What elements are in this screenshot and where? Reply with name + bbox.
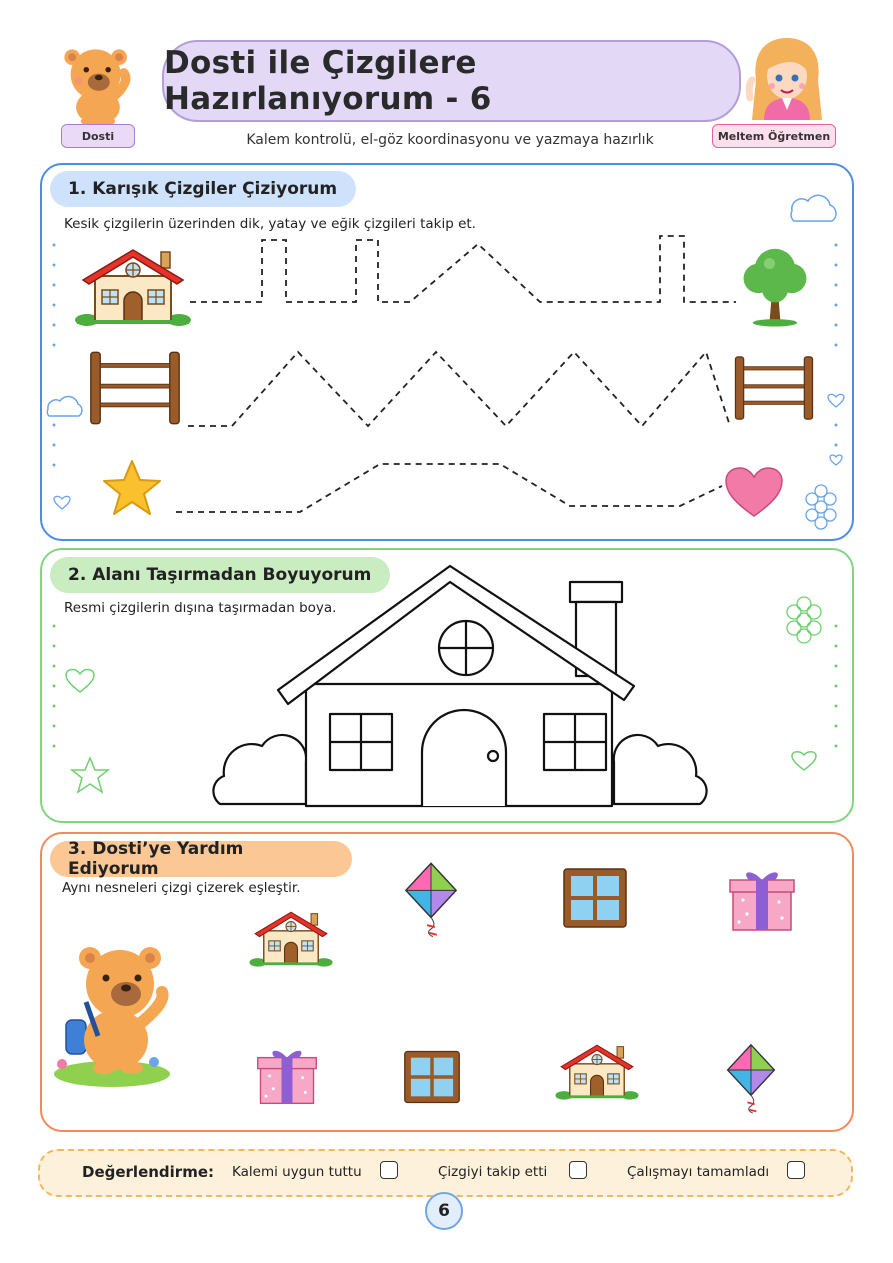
match-gift-bottom[interactable]: [255, 1042, 319, 1108]
eval-item-line: Çizgiyi takip etti: [438, 1164, 548, 1180]
eval-checkbox-pencil[interactable]: [380, 1161, 398, 1179]
match-kite-bottom[interactable]: [724, 1042, 778, 1116]
section2-instruction: Resmi çizgilerin dışına taşırmadan boya.: [64, 600, 337, 616]
house-coloring-outline[interactable]: [210, 562, 710, 812]
page-number: 6: [425, 1192, 463, 1230]
dosti-backpack-illustration: [50, 940, 180, 1090]
eval-checkbox-line[interactable]: [569, 1161, 587, 1179]
match-window-top[interactable]: [562, 867, 628, 929]
evaluation-label: Değerlendirme:: [82, 1163, 215, 1181]
section2-title: 2. Alanı Taşırmadan Boyuyorum: [50, 557, 390, 593]
page-title: Dosti ile Çizgilere Hazırlanıyorum - 6: [162, 40, 741, 122]
section1-instruction: Kesik çizgilerin üzerinden dik, yatay ve eğik çizgileri takip et.: [64, 216, 476, 232]
eval-checkbox-complete[interactable]: [787, 1161, 805, 1179]
section1-title: 1. Karışık Çizgiler Çiziyorum: [50, 171, 356, 207]
match-house-top[interactable]: [248, 906, 334, 970]
section3-instruction: Aynı nesneleri çizgi çizerek eşleştir.: [62, 880, 301, 896]
teacher-name-tag: Meltem Öğretmen: [712, 124, 836, 148]
eval-item-pencil: Kalemi uygun tuttu: [232, 1164, 362, 1180]
dosti-name-tag: Dosti: [61, 124, 135, 148]
page-subtitle: Kalem kontrolü, el-göz koordinasyonu ve yazmaya hazırlık: [246, 132, 654, 148]
match-window-bottom[interactable]: [403, 1048, 461, 1106]
match-house-bottom[interactable]: [554, 1037, 640, 1105]
tracing-paths[interactable]: [0, 0, 893, 560]
section3-title: 3. Dosti’ye Yardım Ediyorum: [50, 841, 352, 877]
match-kite-top[interactable]: [402, 860, 460, 940]
eval-item-complete: Çalışmayı tamamladı: [627, 1164, 770, 1180]
match-gift-top[interactable]: [727, 866, 797, 932]
